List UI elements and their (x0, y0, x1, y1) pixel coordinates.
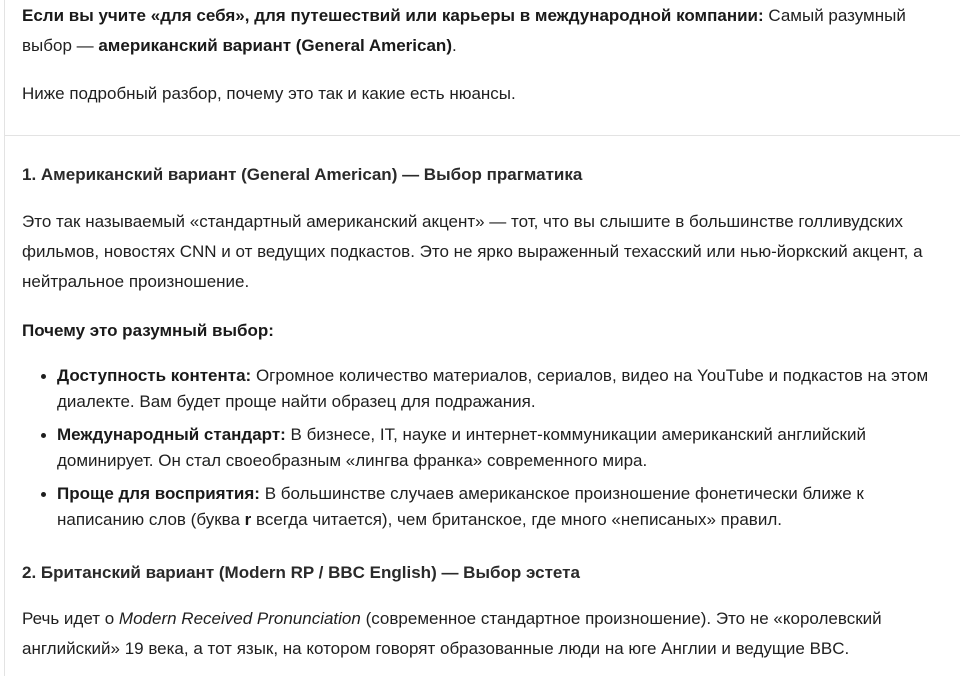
list-item-title: Доступность контента: (57, 366, 252, 385)
list-item-text: В бизнесе, IT, науке и интернет-коммуникации американский английский доминирует. Он стал своеобразным «лингва франка» современного мира. (57, 425, 866, 470)
section2-term: Modern Received Pronunciation (118, 609, 361, 628)
intro-below-text: Ниже подробный разбор, почему это так и какие есть нюансы. (22, 84, 516, 103)
intro-lead-end: . (451, 36, 457, 55)
list-item-text: В большинстве случаев американское произношение фонетически ближе к написанию слов (буква (57, 484, 864, 529)
section2-text: (современное стандартное произношение). Это не «королевский английский» 19 века, а тот язык, на котором говорят образованные люди на юге Англии и ведущие BBC. (22, 609, 882, 658)
intro-lead-text: Самый разумный выбор — (22, 6, 906, 55)
list-item-title: Проще для восприятия: (57, 484, 260, 503)
reasons-list (22, 363, 936, 540)
section1-paragraph: Это так называемый «стандартный американский акцент» — тот, что вы слышите в большинстве голливудских фильмов, новостях CNN и от ведущих подкастов. Это не ярко выраженный техасский или нью-йоркский акцент, а нейтральное произношение. (22, 212, 923, 291)
list-item (22, 481, 936, 533)
section2-paragraph (22, 604, 936, 664)
intro-lead-bold: Если вы учите «для себя», для путешествий или карьеры в международной компании: (22, 6, 764, 25)
list-item-title: Международный стандарт: (57, 425, 286, 444)
list-item-text: всегда читается), чем британское, где много «неписаных» правил. (251, 510, 782, 529)
section1-why-label (22, 316, 936, 346)
list-item (22, 422, 936, 474)
intro-recommendation: американский вариант (General American) (98, 36, 452, 55)
section2-text: Речь идет о (22, 609, 119, 628)
list-item-text: Огромное количество материалов, сериалов, видео на YouTube и подкастов на этом диалекте. Вам будет проще найти образец для подражания. (57, 366, 929, 411)
bullet-icon (41, 433, 46, 438)
bullet-icon (41, 374, 46, 379)
letter-r: r (244, 510, 252, 529)
section1-heading: 1. Американский вариант (General American) — Выбор прагматика (22, 165, 583, 184)
section2-heading: 2. Британский вариант (Modern RP / BBC English) — Выбор эстета (22, 563, 580, 582)
section-divider (4, 135, 960, 136)
intro-paragraph (22, 1, 936, 61)
why-label-text: Почему это разумный выбор: (22, 321, 274, 340)
list-item (22, 363, 936, 415)
bullet-icon (41, 492, 46, 497)
